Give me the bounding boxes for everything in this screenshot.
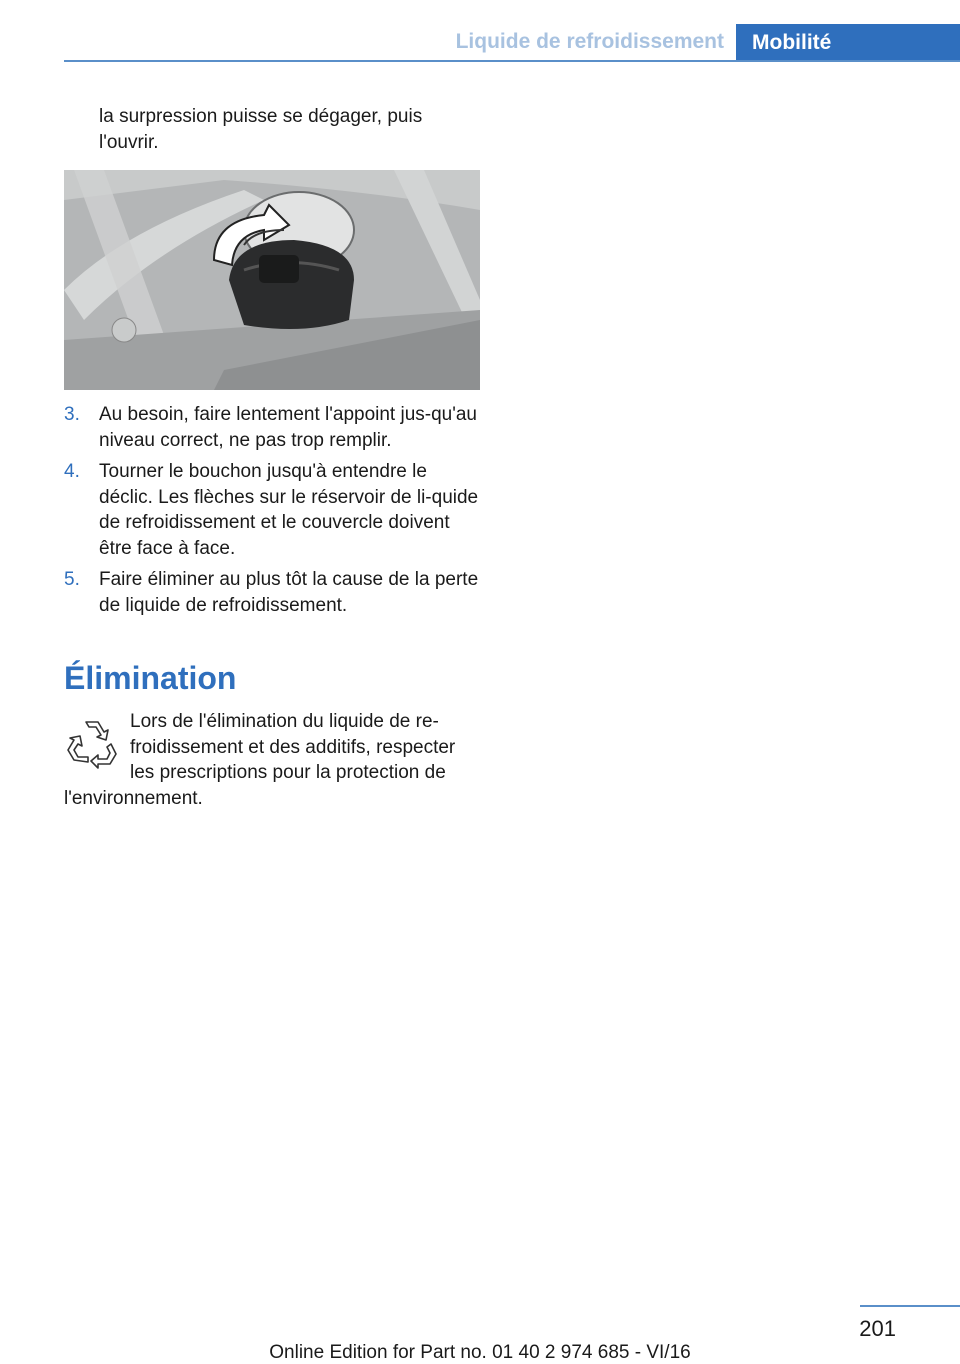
edition-note: Online Edition for Part no. 01 40 2 974 685 - VI/16: [269, 1342, 691, 1363]
step-number: 4.: [64, 461, 80, 482]
step-item: [64, 567, 484, 618]
step-number: 3.: [64, 404, 80, 425]
elimination-paragraph: [64, 709, 480, 811]
step-item: [64, 459, 484, 561]
procedure-steps: [64, 402, 484, 624]
header-chapter-label: Mobilité: [752, 31, 832, 54]
step-number: 5.: [64, 569, 80, 590]
page-number: 201: [859, 1316, 896, 1341]
elimination-heading: Élimination: [64, 660, 237, 696]
elimination-text: Lors de l'élimination du liquide de re-froidissement et des additifs, respecter les prescriptions pour la protection de l'environnement.: [64, 711, 456, 809]
header-divider: [64, 60, 960, 62]
step-text: Au besoin, faire lentement l'appoint jus-qu'au niveau correct, ne pas trop remplir.: [99, 404, 477, 451]
footer-divider: [860, 1305, 960, 1307]
step-text: Tourner le bouchon jusqu'à entendre le déclic. Les flèches sur le réservoir de li-quide de refroidissement et le couvercle doivent être face à face.: [99, 461, 479, 559]
step-item: [64, 402, 484, 453]
coolant-cap-illustration: [64, 170, 480, 390]
coolant-cap-drawing: [64, 170, 480, 390]
header-chapter-tab: [736, 24, 960, 62]
step-text: Faire éliminer au plus tôt la cause de la perte de liquide de refroidissement.: [99, 569, 479, 616]
page-header: [64, 24, 960, 62]
header-section-title: Liquide de refroidissement: [455, 30, 724, 53]
intro-paragraph: la surpression puisse se dégager, puis l'ouvrir.: [99, 106, 423, 153]
